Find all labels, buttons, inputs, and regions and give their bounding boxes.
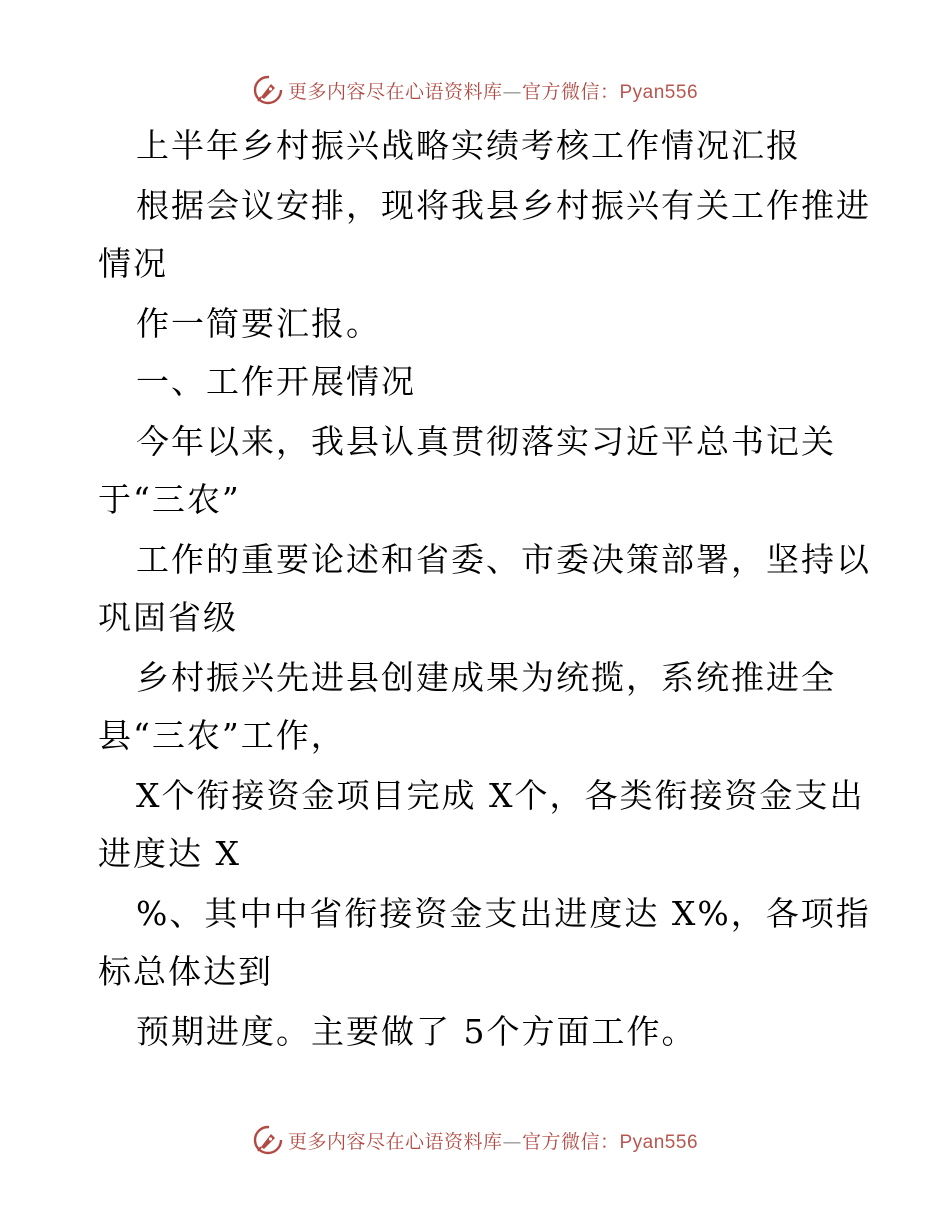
banner-separator: — bbox=[502, 80, 522, 103]
footer-banner bbox=[0, 1122, 950, 1158]
paragraph-line: 根据会议安排，现将我县乡村振兴有关工作推进 bbox=[136, 186, 871, 225]
paragraph-line: 乡村振兴先进县创建成果为统揽，系统推进全 bbox=[136, 658, 836, 697]
paragraph-line: X个衔接资金项目完成 X个，各类衔接资金支出 bbox=[136, 776, 865, 815]
banner-wechat-label: 官方微信： bbox=[521, 80, 620, 103]
banner-cn-text: 更多内容尽在心语资料库 bbox=[287, 1130, 503, 1153]
paragraph-line: 于“三农” bbox=[98, 480, 241, 519]
paragraph-line: 预期进度。主要做了 5个方面工作。 bbox=[136, 1012, 697, 1051]
banner-wechat-id: Pyan556 bbox=[619, 81, 699, 103]
paragraph-line: 进度达 X bbox=[98, 834, 241, 873]
paragraph-line: 工作的重要论述和省委、市委决策部署，坚持以 bbox=[136, 540, 871, 579]
paragraph-line: 作一简要汇报。 bbox=[136, 304, 381, 343]
paragraph-line: 标总体达到 bbox=[98, 952, 273, 991]
paragraph-line: %、其中中省衔接资金支出进度达 X%，各项指 bbox=[136, 894, 871, 933]
paragraph-line: 今年以来，我县认真贯彻落实习近平总书记关 bbox=[136, 422, 836, 461]
paragraph-line: 巩固省级 bbox=[98, 598, 238, 637]
section-heading: 一、工作开展情况 bbox=[136, 362, 416, 401]
paragraph-line: 县“三农”工作， bbox=[98, 716, 346, 755]
banner-wechat-id: Pyan556 bbox=[619, 1131, 699, 1153]
paragraph-line: 情况 bbox=[98, 244, 168, 283]
pen-nib-logo-icon bbox=[252, 1124, 284, 1156]
document-title: 上半年乡村振兴战略实绩考核工作情况汇报 bbox=[136, 126, 801, 165]
banner-separator: — bbox=[502, 1130, 522, 1153]
banner-text bbox=[288, 1127, 698, 1154]
banner-cn-text: 更多内容尽在心语资料库 bbox=[287, 80, 503, 103]
banner-wechat-label: 官方微信： bbox=[521, 1130, 620, 1153]
